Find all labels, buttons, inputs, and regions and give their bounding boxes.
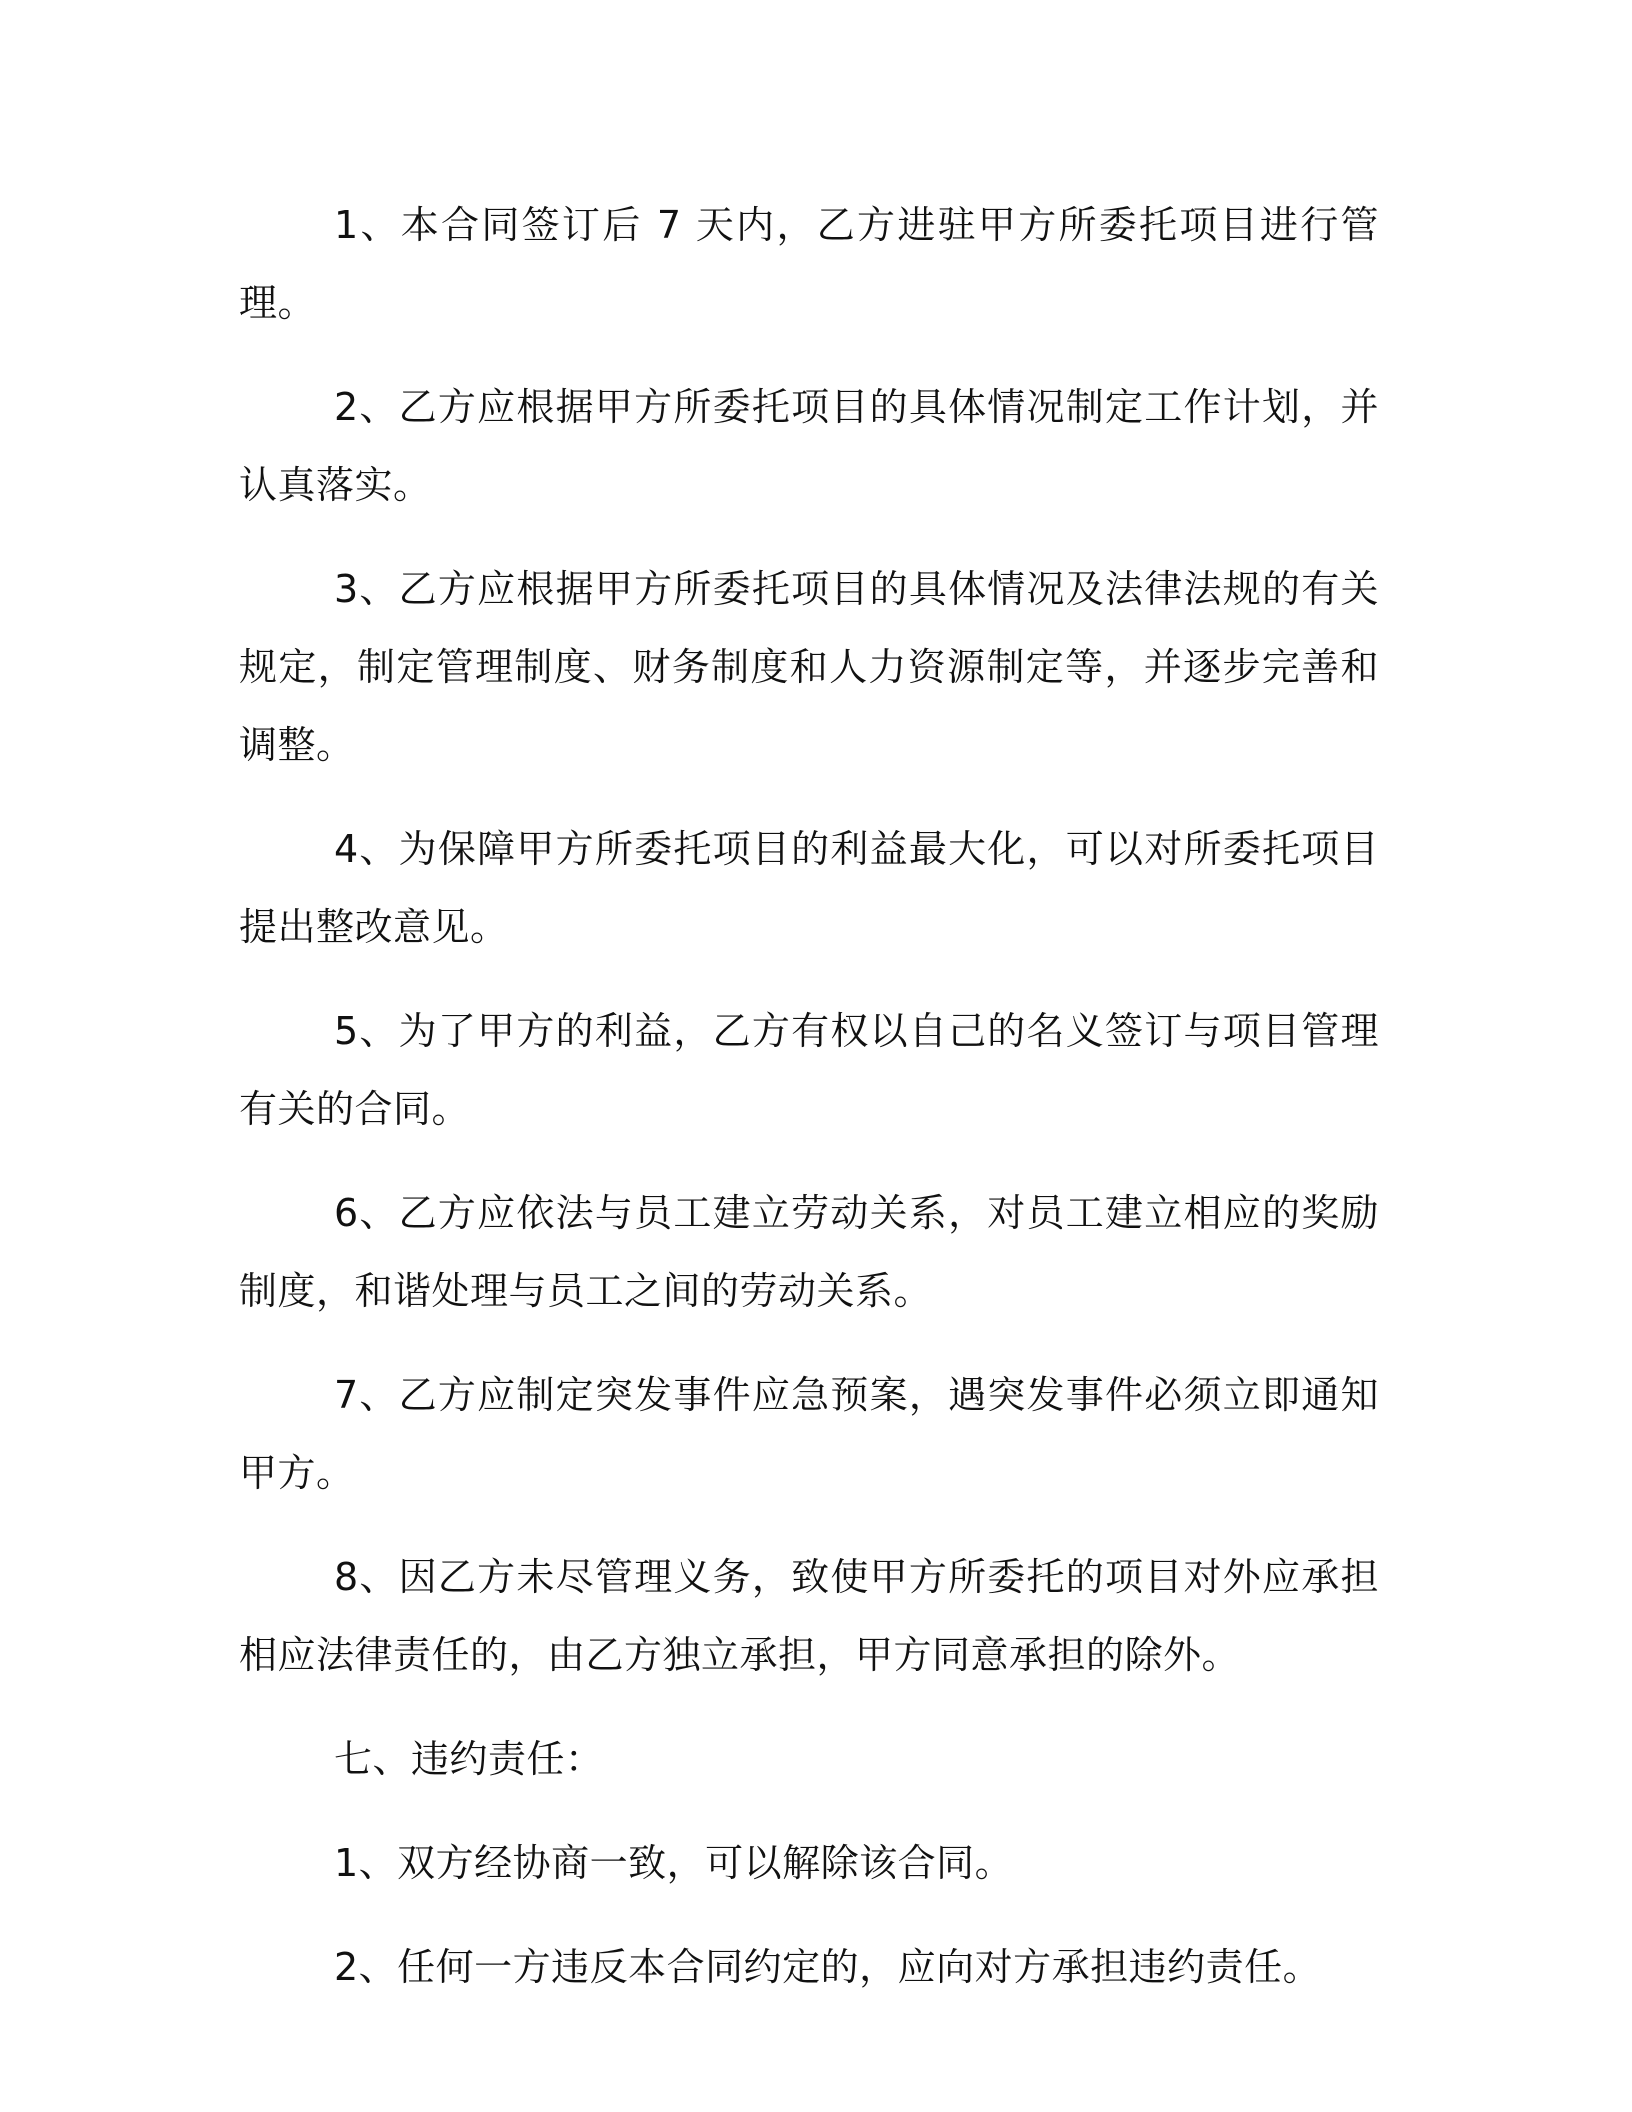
- clause-paragraph: 7、乙方应制定突发事件应急预案，遇突发事件必须立即通知甲方。: [239, 1373, 1379, 1495]
- clause-paragraph: 6、乙方应依法与员工建立劳动关系，对员工建立相应的奖励制度，和谐处理与员工之间的劳动关系。: [239, 1191, 1379, 1313]
- clause-paragraph: 2、任何一方违反本合同约定的，应向对方承担违约责任。: [334, 1945, 1322, 1989]
- document-body: [239, 186, 1379, 2006]
- clause-paragraph: 5、为了甲方的利益，乙方有权以自己的名义签订与项目管理有关的合同。: [239, 1009, 1379, 1131]
- clause-paragraph: 1、双方经协商一致，可以解除该合同。: [334, 1841, 1014, 1885]
- clause-paragraph: 1、本合同签订后 7 天内，乙方进驻甲方所委托项目进行管理。: [239, 203, 1379, 325]
- section-heading: 七、违约责任：: [334, 1737, 604, 1781]
- clause-paragraph: 3、乙方应根据甲方所委托项目的具体情况及法律法规的有关规定，制定管理制度、财务制度和人力资源制定等，并逐步完善和调整。: [239, 567, 1379, 767]
- clause-paragraph: 4、为保障甲方所委托项目的利益最大化，可以对所委托项目提出整改意见。: [239, 827, 1379, 949]
- clause-paragraph: 2、乙方应根据甲方所委托项目的具体情况制定工作计划，并认真落实。: [239, 385, 1379, 507]
- clause-paragraph: 8、因乙方未尽管理义务，致使甲方所委托的项目对外应承担相应法律责任的，由乙方独立承担，甲方同意承担的除外。: [239, 1555, 1379, 1677]
